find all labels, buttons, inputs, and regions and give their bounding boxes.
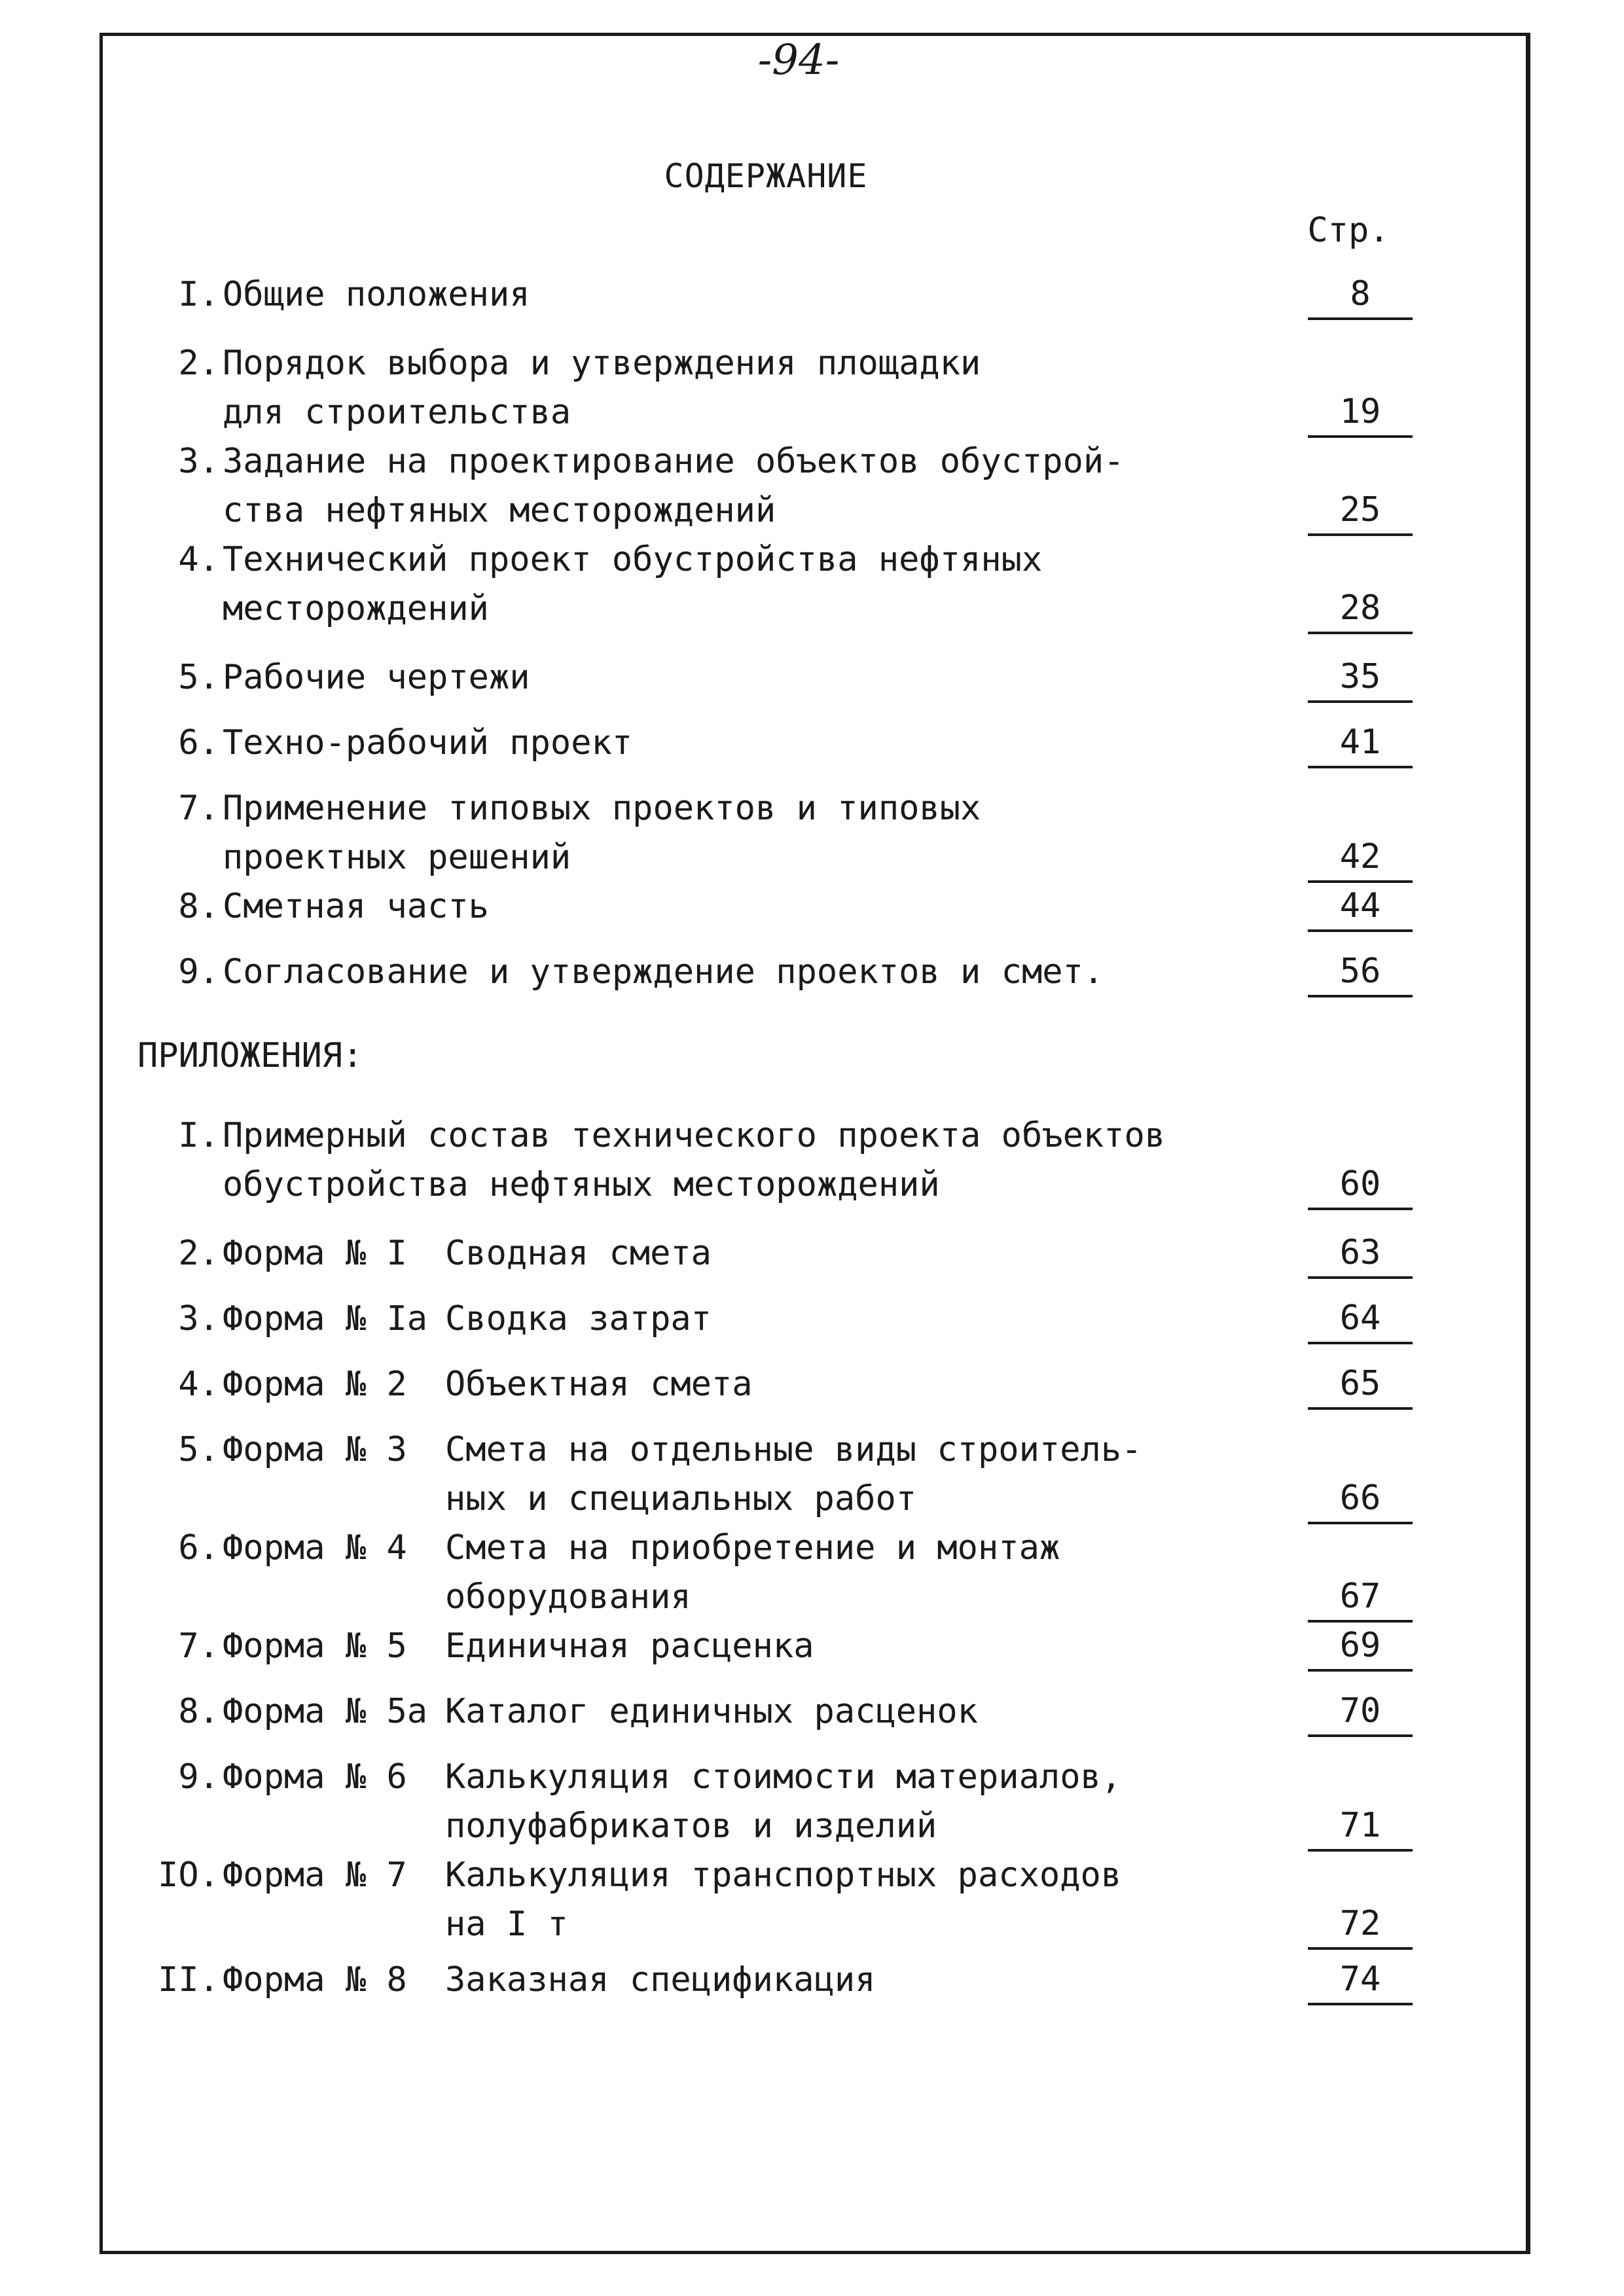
appendix-title-line: Смета на отдельные виды строитель- bbox=[445, 1430, 1142, 1469]
section-page-number: 41 bbox=[1308, 719, 1413, 768]
contents-heading: СОДЕРЖАНИЕ bbox=[664, 157, 868, 195]
section-page-number: 56 bbox=[1308, 948, 1413, 997]
appendix-form-label: Форма № 5 bbox=[223, 1626, 407, 1666]
section-title-line: Техно-рабочий проект bbox=[223, 723, 633, 762]
appendix-title-line: Сводка затрат bbox=[445, 1299, 712, 1338]
appendix-form-label: Форма № 6 bbox=[223, 1757, 407, 1797]
appendix-title-line: Смета на приобретение и монтаж bbox=[445, 1528, 1060, 1568]
appendix-form-label: Форма № 4 bbox=[223, 1528, 407, 1568]
page-number: -94- bbox=[757, 36, 840, 84]
section-number: 8. bbox=[178, 887, 219, 926]
appendix-page-number: 69 bbox=[1308, 1622, 1413, 1672]
section-number: 5. bbox=[178, 658, 219, 697]
appendix-number: IO. bbox=[158, 1856, 219, 1895]
appendix-number: 5. bbox=[178, 1430, 219, 1469]
appendix-title-line: Единичная расценка bbox=[445, 1626, 814, 1666]
section-title-line: Согласование и утверждение проектов и смет. bbox=[223, 952, 1104, 992]
appendix-title-line: Каталог единичных расценок bbox=[445, 1692, 978, 1731]
section-page-number: 28 bbox=[1308, 584, 1413, 634]
section-page-number: 19 bbox=[1308, 388, 1413, 438]
appendix-heading: ПРИЛОЖЕНИЯ: bbox=[137, 1036, 363, 1075]
appendix-form-label: Форма № I bbox=[223, 1234, 407, 1273]
appendix-title-line: Заказная спецификация bbox=[445, 1960, 876, 2000]
section-page-number: 42 bbox=[1308, 833, 1413, 883]
section-number: 7. bbox=[178, 789, 219, 828]
appendix-title-line: Калькуляция транспортных расходов bbox=[445, 1856, 1122, 1895]
section-page-number: 25 bbox=[1308, 486, 1413, 536]
section-page-number: 8 bbox=[1308, 270, 1413, 320]
section-number: 3. bbox=[178, 442, 219, 481]
section-title-line: проектных решений bbox=[223, 838, 571, 877]
appendix-number: I. bbox=[178, 1116, 219, 1155]
section-title-line: Задание на проектирование объектов обустрой- bbox=[223, 442, 1125, 481]
appendix-title-line: полуфабрикатов и изделий bbox=[445, 1806, 937, 1846]
page-column-label: Стр. bbox=[1307, 211, 1390, 250]
appendix-title-line: на I т bbox=[445, 1905, 568, 1944]
appendix-page-number: 63 bbox=[1308, 1229, 1413, 1279]
appendix-number: 7. bbox=[178, 1626, 219, 1666]
section-number: 2. bbox=[178, 344, 219, 383]
section-number: 6. bbox=[178, 723, 219, 762]
appendix-title-line: Примерный состав технического проекта объектов bbox=[223, 1116, 1166, 1155]
appendix-form-label: Форма № 3 bbox=[223, 1430, 407, 1469]
appendix-form-label: Форма № 8 bbox=[223, 1960, 407, 2000]
section-number: 4. bbox=[178, 540, 219, 579]
appendix-page-number: 65 bbox=[1308, 1360, 1413, 1410]
appendix-number: 9. bbox=[178, 1757, 219, 1797]
section-number: 9. bbox=[178, 952, 219, 992]
appendix-number: 3. bbox=[178, 1299, 219, 1338]
appendix-page-number: 60 bbox=[1308, 1160, 1413, 1210]
section-title-line: ства нефтяных месторождений bbox=[223, 491, 776, 530]
appendix-form-label: Форма № Iа bbox=[223, 1299, 428, 1338]
appendix-page-number: 64 bbox=[1308, 1295, 1413, 1344]
appendix-title-line: Калькуляция стоимости материалов, bbox=[445, 1757, 1122, 1797]
appendix-title-line: оборудования bbox=[445, 1577, 691, 1617]
appendix-number: 2. bbox=[178, 1234, 219, 1273]
appendix-number: 6. bbox=[178, 1528, 219, 1568]
appendix-number: II. bbox=[158, 1960, 219, 2000]
section-page-number: 35 bbox=[1308, 653, 1413, 703]
section-title-line: Сметная часть bbox=[223, 887, 489, 926]
appendix-number: 4. bbox=[178, 1365, 219, 1404]
appendix-page-number: 70 bbox=[1308, 1687, 1413, 1737]
appendix-title-line: обустройства нефтяных месторождений bbox=[223, 1165, 940, 1204]
appendix-page-number: 74 bbox=[1308, 1956, 1413, 2005]
section-page-number: 44 bbox=[1308, 882, 1413, 932]
section-title-line: Технический проект обустройства нефтяных bbox=[223, 540, 1043, 579]
section-title-line: Общие положения bbox=[223, 275, 530, 314]
section-title-line: Рабочие чертежи bbox=[223, 658, 530, 697]
appendix-page-number: 66 bbox=[1308, 1475, 1413, 1524]
section-title-line: для строительства bbox=[223, 393, 571, 432]
appendix-page-number: 72 bbox=[1308, 1900, 1413, 1950]
section-title-line: Применение типовых проектов и типовых bbox=[223, 789, 981, 828]
section-title-line: месторождений bbox=[223, 589, 489, 628]
appendix-title-line: Сводная смета bbox=[445, 1234, 712, 1273]
appendix-title-line: ных и специальных работ bbox=[445, 1479, 917, 1518]
appendix-form-label: Форма № 7 bbox=[223, 1856, 407, 1895]
appendix-form-label: Форма № 2 bbox=[223, 1365, 407, 1404]
appendix-number: 8. bbox=[178, 1692, 219, 1731]
section-title-line: Порядок выбора и утверждения площадки bbox=[223, 344, 981, 383]
section-number: I. bbox=[178, 275, 219, 314]
appendix-page-number: 67 bbox=[1308, 1573, 1413, 1623]
appendix-page-number: 71 bbox=[1308, 1802, 1413, 1852]
appendix-title-line: Объектная смета bbox=[445, 1365, 753, 1404]
appendix-form-label: Форма № 5а bbox=[223, 1692, 428, 1731]
